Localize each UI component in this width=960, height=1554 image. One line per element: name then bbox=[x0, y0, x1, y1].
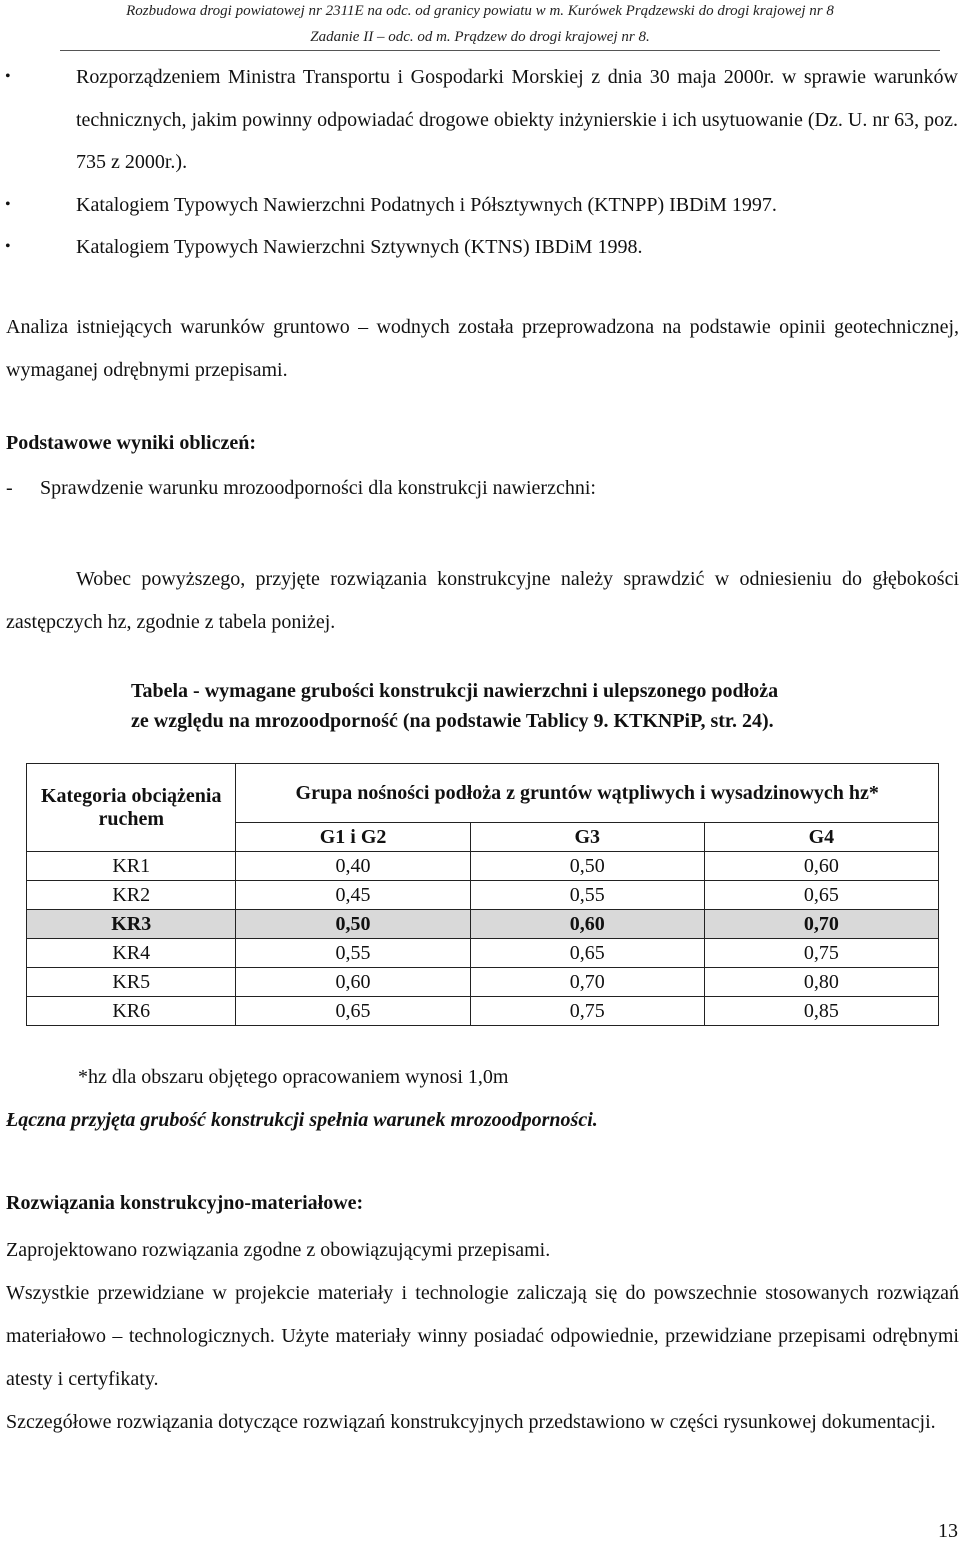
table-title bbox=[131, 676, 931, 736]
group-header: Grupa nośności podłoża z gruntów wątpliwych i wysadzinowych hz* bbox=[236, 764, 939, 823]
bullet-icon: • bbox=[5, 195, 11, 213]
table-title-line1: Tabela - wymagane grubości konstrukcji nawierzchni i ulepszonego podłoża bbox=[131, 680, 779, 702]
table-row bbox=[27, 881, 939, 910]
table-row bbox=[27, 997, 939, 1026]
running-header-line2: Zadanie II – odc. od m. Prądzew do drogi krajowej nr 8. bbox=[310, 29, 650, 45]
value-cell: 0,60 bbox=[704, 852, 938, 881]
value-cell: 0,60 bbox=[470, 910, 704, 939]
bullet-icon: • bbox=[5, 68, 11, 85]
value-cell: 0,75 bbox=[470, 997, 704, 1026]
analysis-paragraph: Analiza istniejących warunków gruntowo – wodnych została przeprowadzona na podstawie opinii geotechnicznej, wymaganej odrębnymi przepisami. bbox=[6, 316, 959, 381]
list-item-text: Rozporządzeniem Ministra Transportu i Gospodarki Morskiej z dnia 30 maja 2000r. w sprawie warunków technicznych, jakim powinny odpowiadać drogowe obiekty inżynierskie i ich usytuowanie (Dz. U. nr 63, poz. 735 z 2000r.). bbox=[76, 66, 958, 173]
page-number: 13 bbox=[938, 1520, 958, 1542]
header-divider bbox=[60, 50, 940, 51]
solutions-heading: Rozwiązania konstrukcyjno-materiałowe: bbox=[6, 1192, 364, 1214]
solutions-paragraph: Szczegółowe rozwiązania dotyczące rozwiązań konstrukcyjnych przedstawiono w części rysunkowej dokumentacji. bbox=[6, 1411, 936, 1433]
category-header: Kategoria obciążenia ruchem bbox=[27, 764, 236, 852]
value-cell: 0,65 bbox=[470, 939, 704, 968]
frost-resistance-table bbox=[26, 763, 939, 1026]
category-cell: KR1 bbox=[27, 852, 236, 881]
value-cell: 0,80 bbox=[704, 968, 938, 997]
value-cell: 0,60 bbox=[236, 968, 470, 997]
value-cell: 0,50 bbox=[236, 910, 470, 939]
value-cell: 0,70 bbox=[470, 968, 704, 997]
list-item bbox=[0, 184, 960, 227]
value-cell: 0,65 bbox=[704, 881, 938, 910]
column-header: G1 i G2 bbox=[236, 823, 470, 852]
table-row bbox=[27, 939, 939, 968]
value-cell: 0,45 bbox=[236, 881, 470, 910]
list-item-text: Katalogiem Typowych Nawierzchni Sztywnych (KTNS) IBDiM 1998. bbox=[76, 236, 643, 258]
value-cell: 0,40 bbox=[236, 852, 470, 881]
column-header: G3 bbox=[470, 823, 704, 852]
table-title-line2: ze względu na mrozoodporność (na podstawie Tablicy 9. KTKNPiP, str. 24). bbox=[131, 710, 774, 732]
value-cell: 0,65 bbox=[236, 997, 470, 1026]
wobec-paragraph: Wobec powyższego, przyjęte rozwiązania konstrukcyjne należy sprawdzić w odniesieniu do głębokości zastępczych hz, zgodnie z tabela poniżej. bbox=[6, 568, 959, 633]
list-item-text: Katalogiem Typowych Nawierzchni Podatnych i Półsztywnych (KTNPP) IBDiM 1997. bbox=[76, 193, 777, 216]
column-header: G4 bbox=[704, 823, 938, 852]
table-row-highlighted bbox=[27, 910, 939, 939]
table-footnote: *hz dla obszaru objętego opracowaniem wynosi 1,0m bbox=[78, 1066, 509, 1088]
value-cell: 0,85 bbox=[704, 997, 938, 1026]
results-heading: Podstawowe wyniki obliczeń: bbox=[6, 432, 256, 454]
table-row bbox=[27, 968, 939, 997]
value-cell: 0,55 bbox=[236, 939, 470, 968]
solutions-body bbox=[6, 1229, 959, 1444]
dash-marker: - bbox=[6, 477, 13, 499]
regulation-list bbox=[0, 56, 960, 269]
results-item bbox=[6, 477, 596, 500]
category-cell: KR3 bbox=[27, 910, 236, 939]
category-cell: KR2 bbox=[27, 881, 236, 910]
value-cell: 0,55 bbox=[470, 881, 704, 910]
running-header-line1: Rozbudowa drogi powiatowej nr 2311E na odc. od granicy powiatu w m. Kurówek Prądzewski do drogi krajowej nr 8 bbox=[126, 3, 834, 19]
category-cell: KR5 bbox=[27, 968, 236, 997]
value-cell: 0,75 bbox=[704, 939, 938, 968]
solutions-paragraph: Wszystkie przewidziane w projekcie materiały i technologie zaliczają się do powszechnie stosowanych rozwiązań materiałowo – technologicznych. Użyte materiały winny posiadać odpowiednie, przewidziane przepisami odrębnymi atesty i certyfikaty. bbox=[6, 1282, 959, 1390]
solutions-paragraph: Zaprojektowano rozwiązania zgodne z obowiązującymi przepisami. bbox=[6, 1239, 551, 1261]
list-item bbox=[0, 56, 960, 184]
value-cell: 0,50 bbox=[470, 852, 704, 881]
table-row bbox=[27, 852, 939, 881]
conclusion: Łączna przyjęta grubość konstrukcji spełnia warunek mrozoodporności. bbox=[6, 1109, 598, 1131]
bullet-icon: • bbox=[5, 238, 11, 255]
results-item-text: Sprawdzenie warunku mrozoodporności dla konstrukcji nawierzchni: bbox=[40, 477, 596, 499]
value-cell: 0,70 bbox=[704, 910, 938, 939]
category-cell: KR4 bbox=[27, 939, 236, 968]
list-item bbox=[0, 226, 960, 269]
category-cell: KR6 bbox=[27, 997, 236, 1026]
